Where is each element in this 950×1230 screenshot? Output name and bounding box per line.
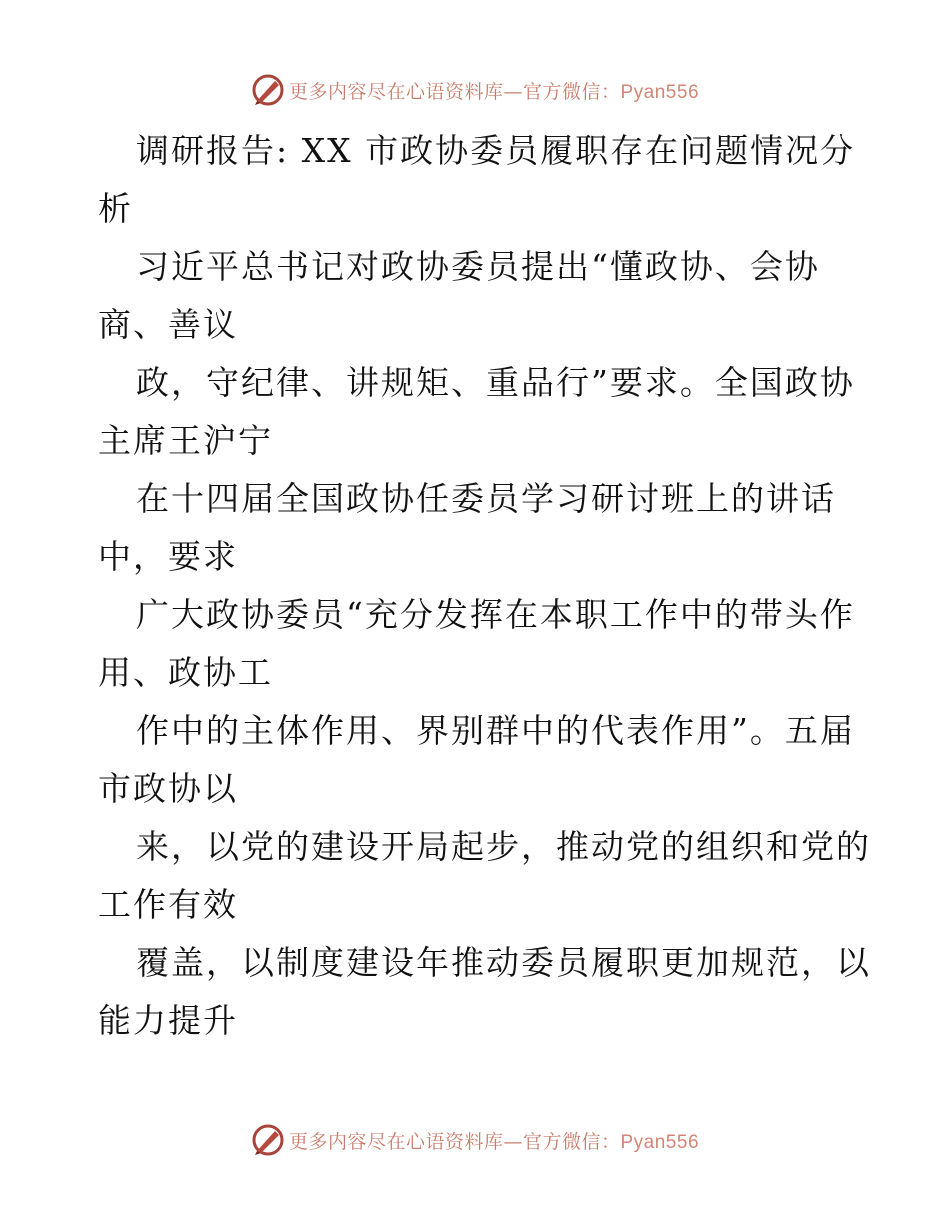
text-line: 政，守纪律、讲规矩、重品行”要求。全国政协 bbox=[136, 363, 855, 402]
text-line: 在十四届全国政协任委员学习研讨班上的讲话 bbox=[136, 479, 836, 518]
text-line: 来，以党的建设开局起步，推动党的组织和党的 bbox=[136, 827, 871, 866]
pen-logo-icon bbox=[251, 1123, 285, 1157]
text-line: 商、善议 bbox=[98, 305, 238, 344]
wechat-handle: Pyan556 bbox=[620, 1131, 700, 1153]
text-line: 工作有效 bbox=[98, 885, 238, 924]
text-line: 广大政协委员“充分发挥在本职工作中的带头作 bbox=[136, 595, 855, 634]
wechat-handle: Pyan556 bbox=[620, 81, 700, 103]
text-line: 作中的主体作用、界别群中的代表作用”。五届 bbox=[136, 711, 855, 750]
pen-logo-icon bbox=[251, 73, 285, 107]
banner-text: 更多内容尽在心语资料库—官方微信：Pyan556 bbox=[288, 80, 700, 103]
text-line: 能力提升 bbox=[98, 1001, 238, 1040]
document-body bbox=[98, 122, 871, 1050]
text-line: 习近平总书记对政协委员提出“懂政协、会协 bbox=[136, 247, 820, 286]
text-line: 市政协以 bbox=[98, 769, 238, 808]
text-line: 用、政协工 bbox=[98, 653, 273, 692]
header-watermark-banner bbox=[0, 70, 950, 110]
text-line: 覆盖，以制度建设年推动委员履职更加规范，以 bbox=[136, 943, 871, 982]
text-line: 主席王沪宁 bbox=[98, 421, 273, 460]
text-line: 析 bbox=[98, 189, 133, 228]
banner-text: 更多内容尽在心语资料库—官方微信：Pyan556 bbox=[288, 1130, 700, 1153]
footer-watermark-banner bbox=[0, 1120, 950, 1160]
text-line: 中，要求 bbox=[98, 537, 238, 576]
text-line: 调研报告: XX 市政协委员履职存在问题情况分 bbox=[136, 131, 856, 170]
